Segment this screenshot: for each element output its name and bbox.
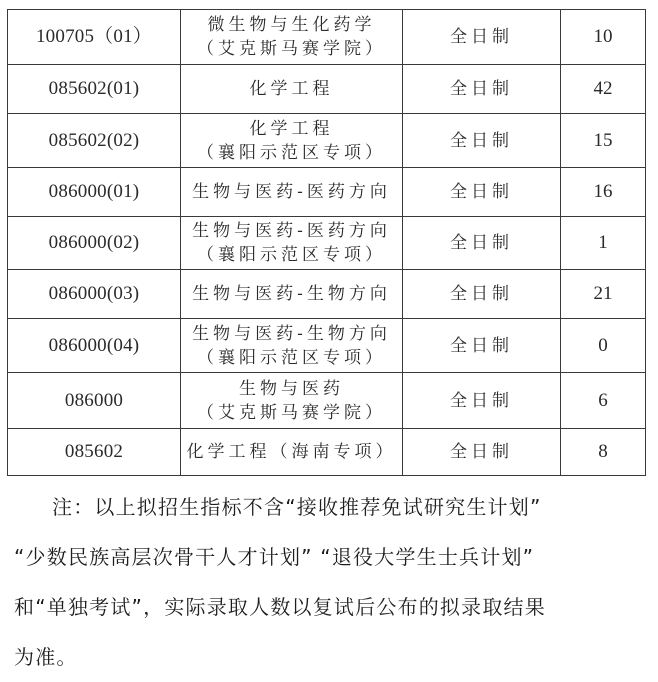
table-row <box>8 319 646 373</box>
study-mode-cell: 全日制 <box>403 270 561 319</box>
quota-count-cell: 1 <box>561 217 646 270</box>
table-row <box>8 373 646 429</box>
quota-count-cell: 8 <box>561 429 646 476</box>
program-code-cell: 086000(02) <box>8 217 181 270</box>
program-code-cell: 085602 <box>8 429 181 476</box>
program-code-cell: 085602(01) <box>8 65 181 114</box>
program-code-cell: 100705（01） <box>8 10 181 65</box>
program-code-cell: 086000(04) <box>8 319 181 373</box>
major-name-line: 生物与医药-生物方向 <box>192 323 391 344</box>
major-name-cell <box>181 319 403 373</box>
major-name-line: 化学工程（海南专项） <box>186 442 397 462</box>
study-mode-cell: 全日制 <box>403 429 561 476</box>
quota-count-cell: 42 <box>561 65 646 114</box>
study-mode-cell: 全日制 <box>403 319 561 373</box>
major-name-line: 微生物与生化药学 <box>207 15 376 35</box>
major-name-cell <box>181 373 403 429</box>
quota-count-cell: 0 <box>561 319 646 373</box>
table-row <box>8 10 646 65</box>
quota-count-cell: 6 <box>561 373 646 429</box>
program-code-cell: 086000(01) <box>8 168 181 217</box>
quota-count-cell: 21 <box>561 270 646 319</box>
major-name-line: （艾克斯马赛学院） <box>197 39 386 59</box>
major-name-line: 生物与医药 <box>239 378 344 399</box>
major-name-cell <box>181 65 403 114</box>
quota-count-cell: 16 <box>561 168 646 217</box>
program-code-cell: 086000 <box>8 373 181 429</box>
admission-note <box>14 482 650 682</box>
major-name-line: （襄阳示范区专项） <box>197 347 386 368</box>
major-name-cell <box>181 270 403 319</box>
table-row <box>8 168 646 217</box>
study-mode-cell: 全日制 <box>403 114 561 168</box>
major-name-line: 生物与医药-医药方向 <box>192 182 391 202</box>
major-name-line: （艾克斯马赛学院） <box>197 402 386 423</box>
table-row <box>8 65 646 114</box>
study-mode-cell: 全日制 <box>403 168 561 217</box>
major-name-cell <box>181 217 403 270</box>
quota-table-body <box>8 10 646 476</box>
major-name-line: 生物与医药-医药方向 <box>192 221 391 241</box>
program-code-cell: 085602(02) <box>8 114 181 168</box>
program-code-cell: 086000(03) <box>8 270 181 319</box>
major-name-cell <box>181 168 403 217</box>
quota-count-cell: 15 <box>561 114 646 168</box>
study-mode-cell: 全日制 <box>403 373 561 429</box>
note-line-1: 注：以上拟招生指标不含“接收推荐免试研究生计划” <box>52 495 542 519</box>
major-name-cell <box>181 114 403 168</box>
table-row <box>8 270 646 319</box>
study-mode-cell: 全日制 <box>403 10 561 65</box>
enrollment-quota-table <box>7 9 646 476</box>
study-mode-cell: 全日制 <box>403 217 561 270</box>
major-name-line: 化学工程 <box>249 118 334 139</box>
note-line-3: 和“单独考试”，实际录取人数以复试后公布的拟录取结果 <box>14 595 546 619</box>
note-line-4: 为准。 <box>14 645 78 669</box>
major-name-line: （襄阳示范区专项） <box>197 245 386 265</box>
study-mode-cell: 全日制 <box>403 65 561 114</box>
note-line-2: “少数民族高层次骨干人才计划” “退役大学生士兵计划” <box>14 545 535 569</box>
table-row <box>8 114 646 168</box>
major-name-line: （襄阳示范区专项） <box>197 142 386 163</box>
table-row <box>8 429 646 476</box>
major-name-line: 生物与医药-生物方向 <box>192 284 391 304</box>
table-row <box>8 217 646 270</box>
major-name-cell <box>181 429 403 476</box>
major-name-line: 化学工程 <box>249 79 334 99</box>
quota-count-cell: 10 <box>561 10 646 65</box>
major-name-cell <box>181 10 403 65</box>
